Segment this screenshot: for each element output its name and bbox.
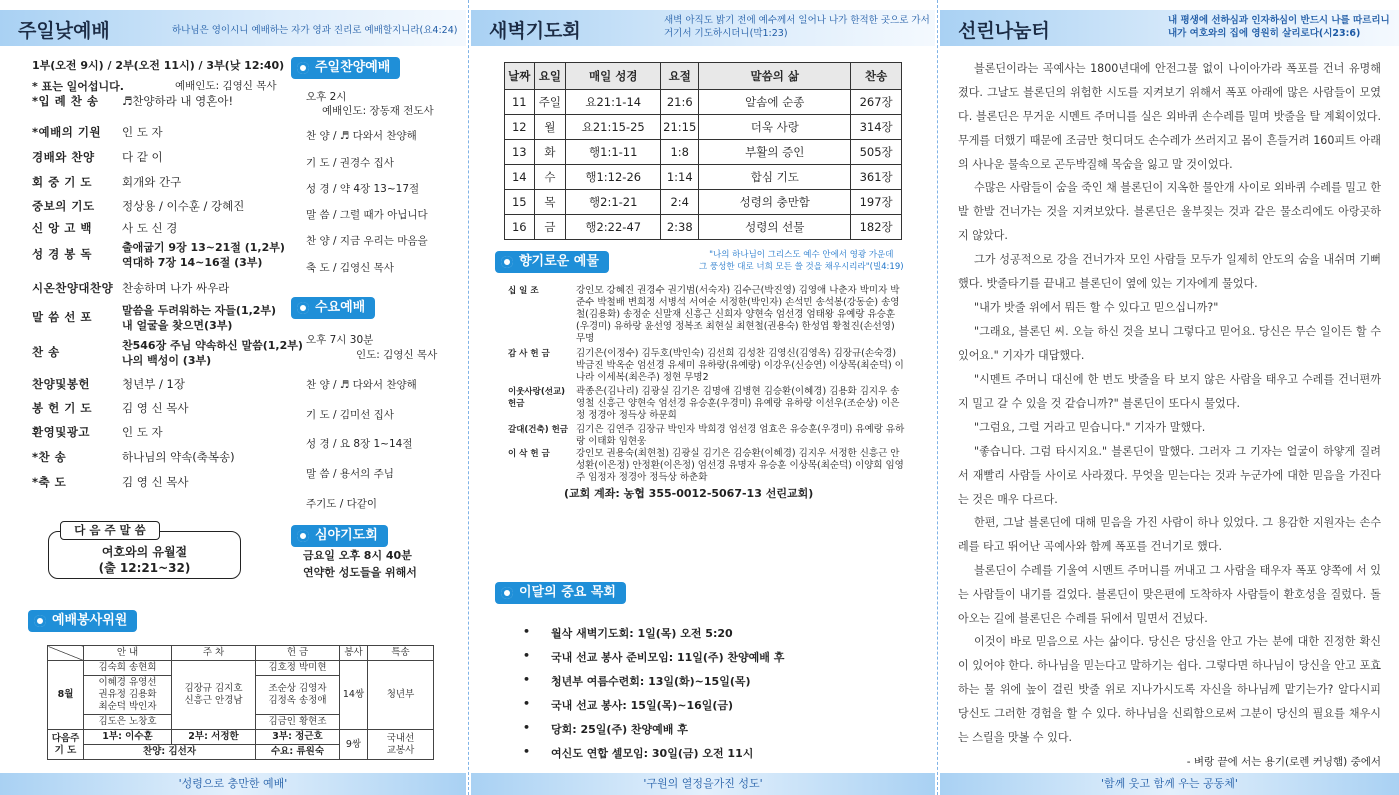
offering-cell: 김호정 박미현 [256,661,340,676]
evening-item: 기 도 / 권경수 집사 [306,157,394,169]
order-label: 경배와 찬양 [32,150,95,164]
story-paragraph: 그가 성공적으로 강을 건너가자 모인 사람들 모두가 일제히 안도의 숨을 내쉬며 기뻐했다. 밧줄타기를 끝내고 블론딘이 옆에 있는 기자에게 물었다. [958,253,1381,290]
schedule-cell: 14 [505,165,535,190]
story-paragraph: 블론딘이라는 곡예사는 1800년대에 안전그물 없이 나이아가라 폭포를 건너 유명해졌다. 그날도 블론딘의 위험한 시도를 지켜보기 위해서 폭포 아래에 많은 사람들이 모였다. 블론딘은 무거운 시멘트 주머니를 실은 외바퀴 손수레를 밀며 밧줄을 탈 계획이었다. 무게를 더했기 때문에 조금만 헛디뎌도 손수레가 쓰러지고 몸이 흔들거려 160피트 아래의 사나운 물속으로 곤두박질해 목숨을 잃고 말 것이었다. [958,62,1381,171]
order-value: 말씀을 두려워하는 자들(1,2부) 내 얼굴을 찾으면(3부) [122,304,277,332]
order-label: 신 앙 고 백 [32,221,92,235]
schedule-row [505,140,902,165]
column-subtitle: 하나님은 영이시니 예배하는 자가 영과 진리로 예배할지니라(요4:24) [172,25,458,36]
wednesday-time: 오후 7시 30분 [306,334,374,346]
schedule-cell: 11 [505,90,535,115]
story-paragraph: 이것이 바로 믿음으로 사는 삶이다. 당신은 당신을 안고 가는 분에 대한 진정한 확신이 있어야 한다. 하나님을 믿는다고 말하기는 쉽다. 그렇다면 하나님이 당신을 안고 포효하는 물 위에 높이 걸린 밧줄 위로 지나가시도록 자신을 하나님께 맡기는가? 알다시피 당신도 그러한 경험을 할 수 있다. 하나님을 신뢰함으로써 그분이 당신의 필요를 채우시는 스릴을 맛볼 수 있다. [958,635,1381,744]
schedule-cell: 합심 기도 [699,165,851,190]
schedule-row [505,90,902,115]
header-special: 특송 [368,646,434,661]
offering-names: (교회 계좌: 농협 355-0012-5067-13 선린교회) [564,487,814,500]
schedule-cell: 182장 [851,215,902,240]
schedule-cell: 21:6 [661,90,699,115]
story-paragraph: "내가 밧줄 위에서 뭐든 할 수 있다고 믿으십니까?" [974,301,1219,314]
schedule-cell: 목 [534,190,566,215]
header-usher: 안 내 [84,646,172,661]
order-label: 성 경 봉 독 [32,247,92,261]
column-title: 새벽기도회 [489,20,581,42]
column-divider [468,0,469,795]
schedule-cell: 요21:15-25 [566,115,661,140]
schedule-cell: 16 [505,215,535,240]
order-value: 인 도 자 [122,125,163,139]
stand-note: * 표는 일어섭니다. [32,80,124,93]
schedule-row [505,115,902,140]
order-label: *찬 송 [32,450,67,464]
schedule-row [505,215,902,240]
offering-names: 김기은 김연주 김장규 박인자 박희경 엄선경 엄효은 유승훈(우경미) 유예랑 유하랑 이태화 임현웅 [576,424,905,447]
evening-time: 오후 2시 [306,91,347,103]
column-header [940,10,1399,46]
dawn-prayer-schedule [504,62,902,240]
offering-label: 이웃사랑(선교) 헌금 [508,387,566,409]
order-value: 회개와 간구 [122,175,182,189]
offering-names: 곽종은(김나리) 김광실 김기은 김명애 김병현 김승환(이혜경) 김용화 김지우 송영철 신흥근 양현숙 엄선경 유승훈(우경미) 유예랑 유하랑 이선우(조순상) 이은정 정경아 정득상 하문희 [576,386,900,421]
evening-item: 찬 양 / ♬ 다와서 찬양해 [306,130,417,142]
schedule-header: 날짜 [505,63,535,90]
event-item: • 여신도 연합 셀모임: 30일(금) 오전 11시 [551,745,753,761]
schedule-cell: 부활의 증인 [699,140,851,165]
schedule-cell: 월 [534,115,566,140]
column-footer: '성령으로 충만한 예배' [0,773,466,795]
schedule-cell: 15 [505,190,535,215]
section-monthly-events: 이달의 중요 목회 [495,582,626,604]
sunday-worship-column [0,0,466,795]
wednesday-leader: 인도: 김영신 목사 [356,349,438,361]
wednesday-item: 찬 양 / ♬ 다와서 찬양해 [306,379,417,391]
offering-names: 강인모 권용숙(최현철) 김광실 김기은 김승환(이혜경) 김지우 서정한 신흥근 안성환(이은정) 안정환(이은정) 엄선경 유명자 유승훈 이상목(최순덕) 이양희 임영주 임정자 정경아 정득상 하춘화 [576,448,904,483]
event-item: • 국내 선교 봉사: 15일(목)~16일(금) [551,697,733,713]
evening-item: 말 씀 / 그럴 때가 아닙니다 [306,209,428,221]
event-item: • 월삭 새벽기도회: 1일(목) 오전 5:20 [551,625,733,641]
wednesday-item: 주기도 / 다같이 [306,498,378,510]
table-corner [48,646,84,661]
order-label: 봉 헌 기 도 [32,401,92,415]
order-value: 정상용 / 이수훈 / 강혜진 [122,199,245,213]
schedule-cell: 요21:1-14 [566,90,661,115]
story-paragraph: 수많은 사람들이 숨을 죽인 채 블론딘이 지옥한 물안개 사이로 외바퀴 수레를 밀고 한발 한발 건너가는 것을 지켜보았다. 블론딘은 울부짖는 것과 같은 물소리에도 아랑곳하지 않았다. [958,181,1381,242]
column-subtitle: 내 평생에 선하심과 인자하심이 반드시 나를 따르리니 내가 여호와의 집에 영원히 살리로다(시23:6) [1168,15,1390,39]
section-offerings: 향기로운 예물 [495,251,609,273]
sharing-column [940,0,1399,795]
story-paragraph: "그럼요, 그럴 거라고 믿습니다." 기자가 말했다. [974,421,1206,434]
offering-cell: 조순상 김영자 김정옥 송정애 [256,676,340,715]
order-value: 하나님의 약속(축복송) [122,450,235,464]
offering-cell: 김금인 황현조 [256,715,340,730]
order-label: 중보의 기도 [32,199,95,213]
schedule-cell: 알솜에 순종 [699,90,851,115]
column-footer: '함께 웃고 함께 우는 공동체' [940,773,1399,795]
wednesday-item: 성 경 / 요 8장 1~14절 [306,438,413,450]
schedule-cell: 13 [505,140,535,165]
story-paragraph: "좋습니다. 그럼 타시지요." 블론딘이 말했다. 그러자 그 기자는 얼굴이 하얗게 질려서 재빨리 사람들 사이로 사라졌다. 무엇을 믿는다는 것과 누군가에 대한 믿음을 가진다는 것은 매우 다르다. [958,445,1381,506]
order-label: 회 중 기 도 [32,175,92,189]
special-song: 청년부 [368,661,434,730]
schedule-cell: 1:8 [661,140,699,165]
schedule-cell: 화 [534,140,566,165]
schedule-cell: 행1:1-11 [566,140,661,165]
section-service-committee: 예배봉사위원 [28,610,137,632]
praise-label: 찬양: 김선자 [84,745,256,760]
schedule-cell: 1:14 [661,165,699,190]
service-count: 14쌍 [340,661,368,730]
evening-leader: 예배인도: 장동재 전도사 [322,105,434,117]
schedule-header: 말씀의 삶 [699,63,851,90]
next-week-reference: (출 12:21~32) [98,561,191,575]
schedule-cell: 2:38 [661,215,699,240]
worship-leader: 예배인도: 김영신 목사 [175,80,277,92]
order-value: 인 도 자 [122,425,163,439]
schedule-row [505,190,902,215]
column-title: 주일낮예배 [18,20,110,42]
schedule-cell: 성령의 선물 [699,215,851,240]
order-value: 청년부 / 1장 [122,377,185,391]
wednesday-item: 말 씀 / 용서의 주님 [306,468,394,480]
story-source: - 벼랑 끝에 서는 용기(로렌 커닝햄) 중에서 [1186,756,1381,768]
wednesday-item: 기 도 / 김미선 집사 [306,409,394,421]
evening-item: 축 도 / 김영신 목사 [306,262,394,274]
next-week-label: 다 음 주 말 씀 [60,521,160,540]
schedule-cell: 성령의 충만함 [699,190,851,215]
column-divider [937,0,938,795]
offering-label: 십 일 조 [508,286,539,296]
column-subtitle: 새벽 아직도 밝기 전에 예수께서 일어나 나가 한적한 곳으로 가서 거기서 기도하시더니(막1:23) [664,15,930,39]
schedule-cell: 197장 [851,190,902,215]
order-label: *예배의 기원 [32,125,102,139]
order-value: 김 영 신 목사 [122,475,189,489]
schedule-cell: 267장 [851,90,902,115]
order-label: *입 례 찬 송 [32,94,99,108]
next-prayer-label: 다음주 기 도 [48,730,84,760]
order-value: 찬송하며 나가 싸우라 [122,281,230,295]
offering-label: 갈대(건축) 헌금 [508,425,568,435]
next-prayer-2: 2부: 서정한 [172,730,256,745]
order-value: 사 도 신 경 [122,221,178,235]
column-header [471,10,935,46]
usher-cell: 김도은 노창호 [84,715,172,730]
next-service-count: 9쌍 [340,730,368,760]
order-label: 말 씀 선 포 [32,310,92,324]
order-value: 찬546장 주님 약속하신 말씀(1,2부) 나의 백성이 (3부) [122,339,303,367]
schedule-header: 찬송 [851,63,902,90]
story-paragraph: 한편, 그날 블론딘에 대해 믿음을 가진 사람이 하나 있었다. 그 용감한 지원자는 손수레를 타고 뛰어난 곡예사와 함께 폭포를 건너기로 했다. [958,516,1381,553]
friday-time: 금요일 오후 8시 40분 [303,549,412,562]
schedule-cell: 505장 [851,140,902,165]
order-label: 찬 송 [32,345,60,359]
friday-purpose: 연약한 성도들을 위해서 [303,566,417,579]
next-week-title: 여호와의 유월절 [101,545,188,559]
offering-verse: "나의 하나님이 그리스도 예수 안에서 영광 가운데 그 풍성한 대로 너희 모든 쓸 것을 채우시리라"(빌4:19) [699,250,904,272]
order-value: 다 같 이 [122,150,163,164]
column-title: 선린나눔터 [958,20,1050,42]
column-footer: '구원의 열정을가진 성도' [471,773,935,795]
evening-item: 성 경 / 약 4장 13~17절 [306,183,420,195]
next-special: 국내선 교봉사 [368,730,434,760]
offering-names: 강인모 강혜진 권경수 권기범(서숙자) 김수근(박진영) 김영애 나춘자 박미자 박준수 박철배 변희정 서병석 서여순 서정한(박인자) 손석민 송석봉(강동순) 송영철(김용화) 송정순 신말재 신흥근 신희자 양현숙 엄선경 엄태왕 유예랑 유승훈(우경미) 유하랑 윤선영 정복조 최현실 최현철(권용숙) 한성엽 황철진(손선영) 무명 [576,285,900,344]
story-paragraph: "시멘트 주머니 대신에 한 번도 밧줄을 타 보지 않은 사람을 태우고 수레를 건너편까지 밀고 갈 수 있을 것 같습니까?" 블론딘이 또다시 물었다. [958,373,1381,410]
service-times: 1부(오전 9시) / 2부(오전 11시) / 3부(낮 12:40) [32,59,285,72]
section-friday-prayer: 심야기도회 [291,525,388,547]
next-prayer-3: 3부: 정근호 [256,730,340,745]
order-label: 환영및광고 [32,425,91,439]
order-label: *축 도 [32,475,67,489]
offering-label: 이 삭 헌 금 [508,449,550,459]
schedule-cell: 361장 [851,165,902,190]
event-item: • 국내 선교 봉사 준비모임: 11일(주) 찬양예배 후 [551,649,784,665]
story-paragraph: 블론딘이 수레를 기울여 시멘트 주머니를 꺼내고 그 사람을 태우자 폭포 양쪽에 서 있는 사람들이 내기를 걸었다. 블론딘이 맞은편에 도착하자 사람들이 환호성을 질렀다. 돌아오는 길에 블론딘은 수레를 뒤에서 밀면서 건넜다. [958,564,1381,625]
schedule-header: 요일 [534,63,566,90]
schedule-cell: 12 [505,115,535,140]
column-header [0,10,466,46]
schedule-header: 매일 성경 [566,63,661,90]
schedule-cell: 더욱 사랑 [699,115,851,140]
order-value: 출애굽기 9장 13~21절 (1,2부) 역대하 7장 14~16절 (3부) [122,241,285,269]
schedule-cell: 행1:12-26 [566,165,661,190]
order-label: 찬양및봉헌 [32,377,91,391]
schedule-cell: 금 [534,215,566,240]
story-paragraph: "그래요, 블론딘 씨. 오늘 하신 것을 보니 그렇다고 믿어요. 당신은 무슨 일이든 할 수 있어요." 기자가 대답했다. [958,325,1381,362]
schedule-cell: 행2:1-21 [566,190,661,215]
service-committee-table [47,645,434,760]
order-value: ♬찬양하라 내 영혼아! [122,94,234,108]
usher-cell: 김숙희 송현희 [84,661,172,676]
schedule-cell: 21:15 [661,115,699,140]
schedule-cell: 수 [534,165,566,190]
order-label: 시온찬양대찬양 [32,281,114,295]
dawn-prayer-column [471,0,935,795]
header-offering: 헌 금 [256,646,340,661]
event-item: • 당회: 25일(주) 찬양예배 후 [551,721,688,737]
schedule-row [505,165,902,190]
parking-cell: 김장규 김지호 신흥근 안경남 [172,661,256,730]
section-wednesday-worship: 수요예배 [291,297,375,319]
evening-item: 찬 양 / 지금 우리는 마음을 [306,235,428,247]
header-service: 봉사 [340,646,368,661]
order-value: 김 영 신 목사 [122,401,189,415]
event-item: • 청년부 여름수련회: 13일(화)~15일(목) [551,673,751,689]
schedule-cell: 2:4 [661,190,699,215]
month-label: 8월 [48,661,84,730]
offering-names: 김기은(이정수) 김두호(박인숙) 김선희 김성찬 김영신(김영옥) 김장규(손숙경) 박금진 박옥순 엄선경 유세미 유하랑(유예랑) 이강우(신승연) 이상목(최순덕) 이나라 이세복(최은주) 정현 무명2 [576,348,904,383]
schedule-cell: 주일 [534,90,566,115]
usher-cell: 이혜경 유영선 권유정 김용화 최순덕 박인자 [84,676,172,715]
offering-label: 감 사 헌 금 [508,349,550,359]
schedule-cell: 314장 [851,115,902,140]
schedule-cell: 행2:22-47 [566,215,661,240]
next-prayer-1: 1부: 이수훈 [84,730,172,745]
schedule-header: 요절 [661,63,699,90]
header-parking: 주 차 [172,646,256,661]
section-evening-worship: 주일찬양예배 [291,57,400,79]
wednesday-label: 수요: 류원숙 [256,745,340,760]
